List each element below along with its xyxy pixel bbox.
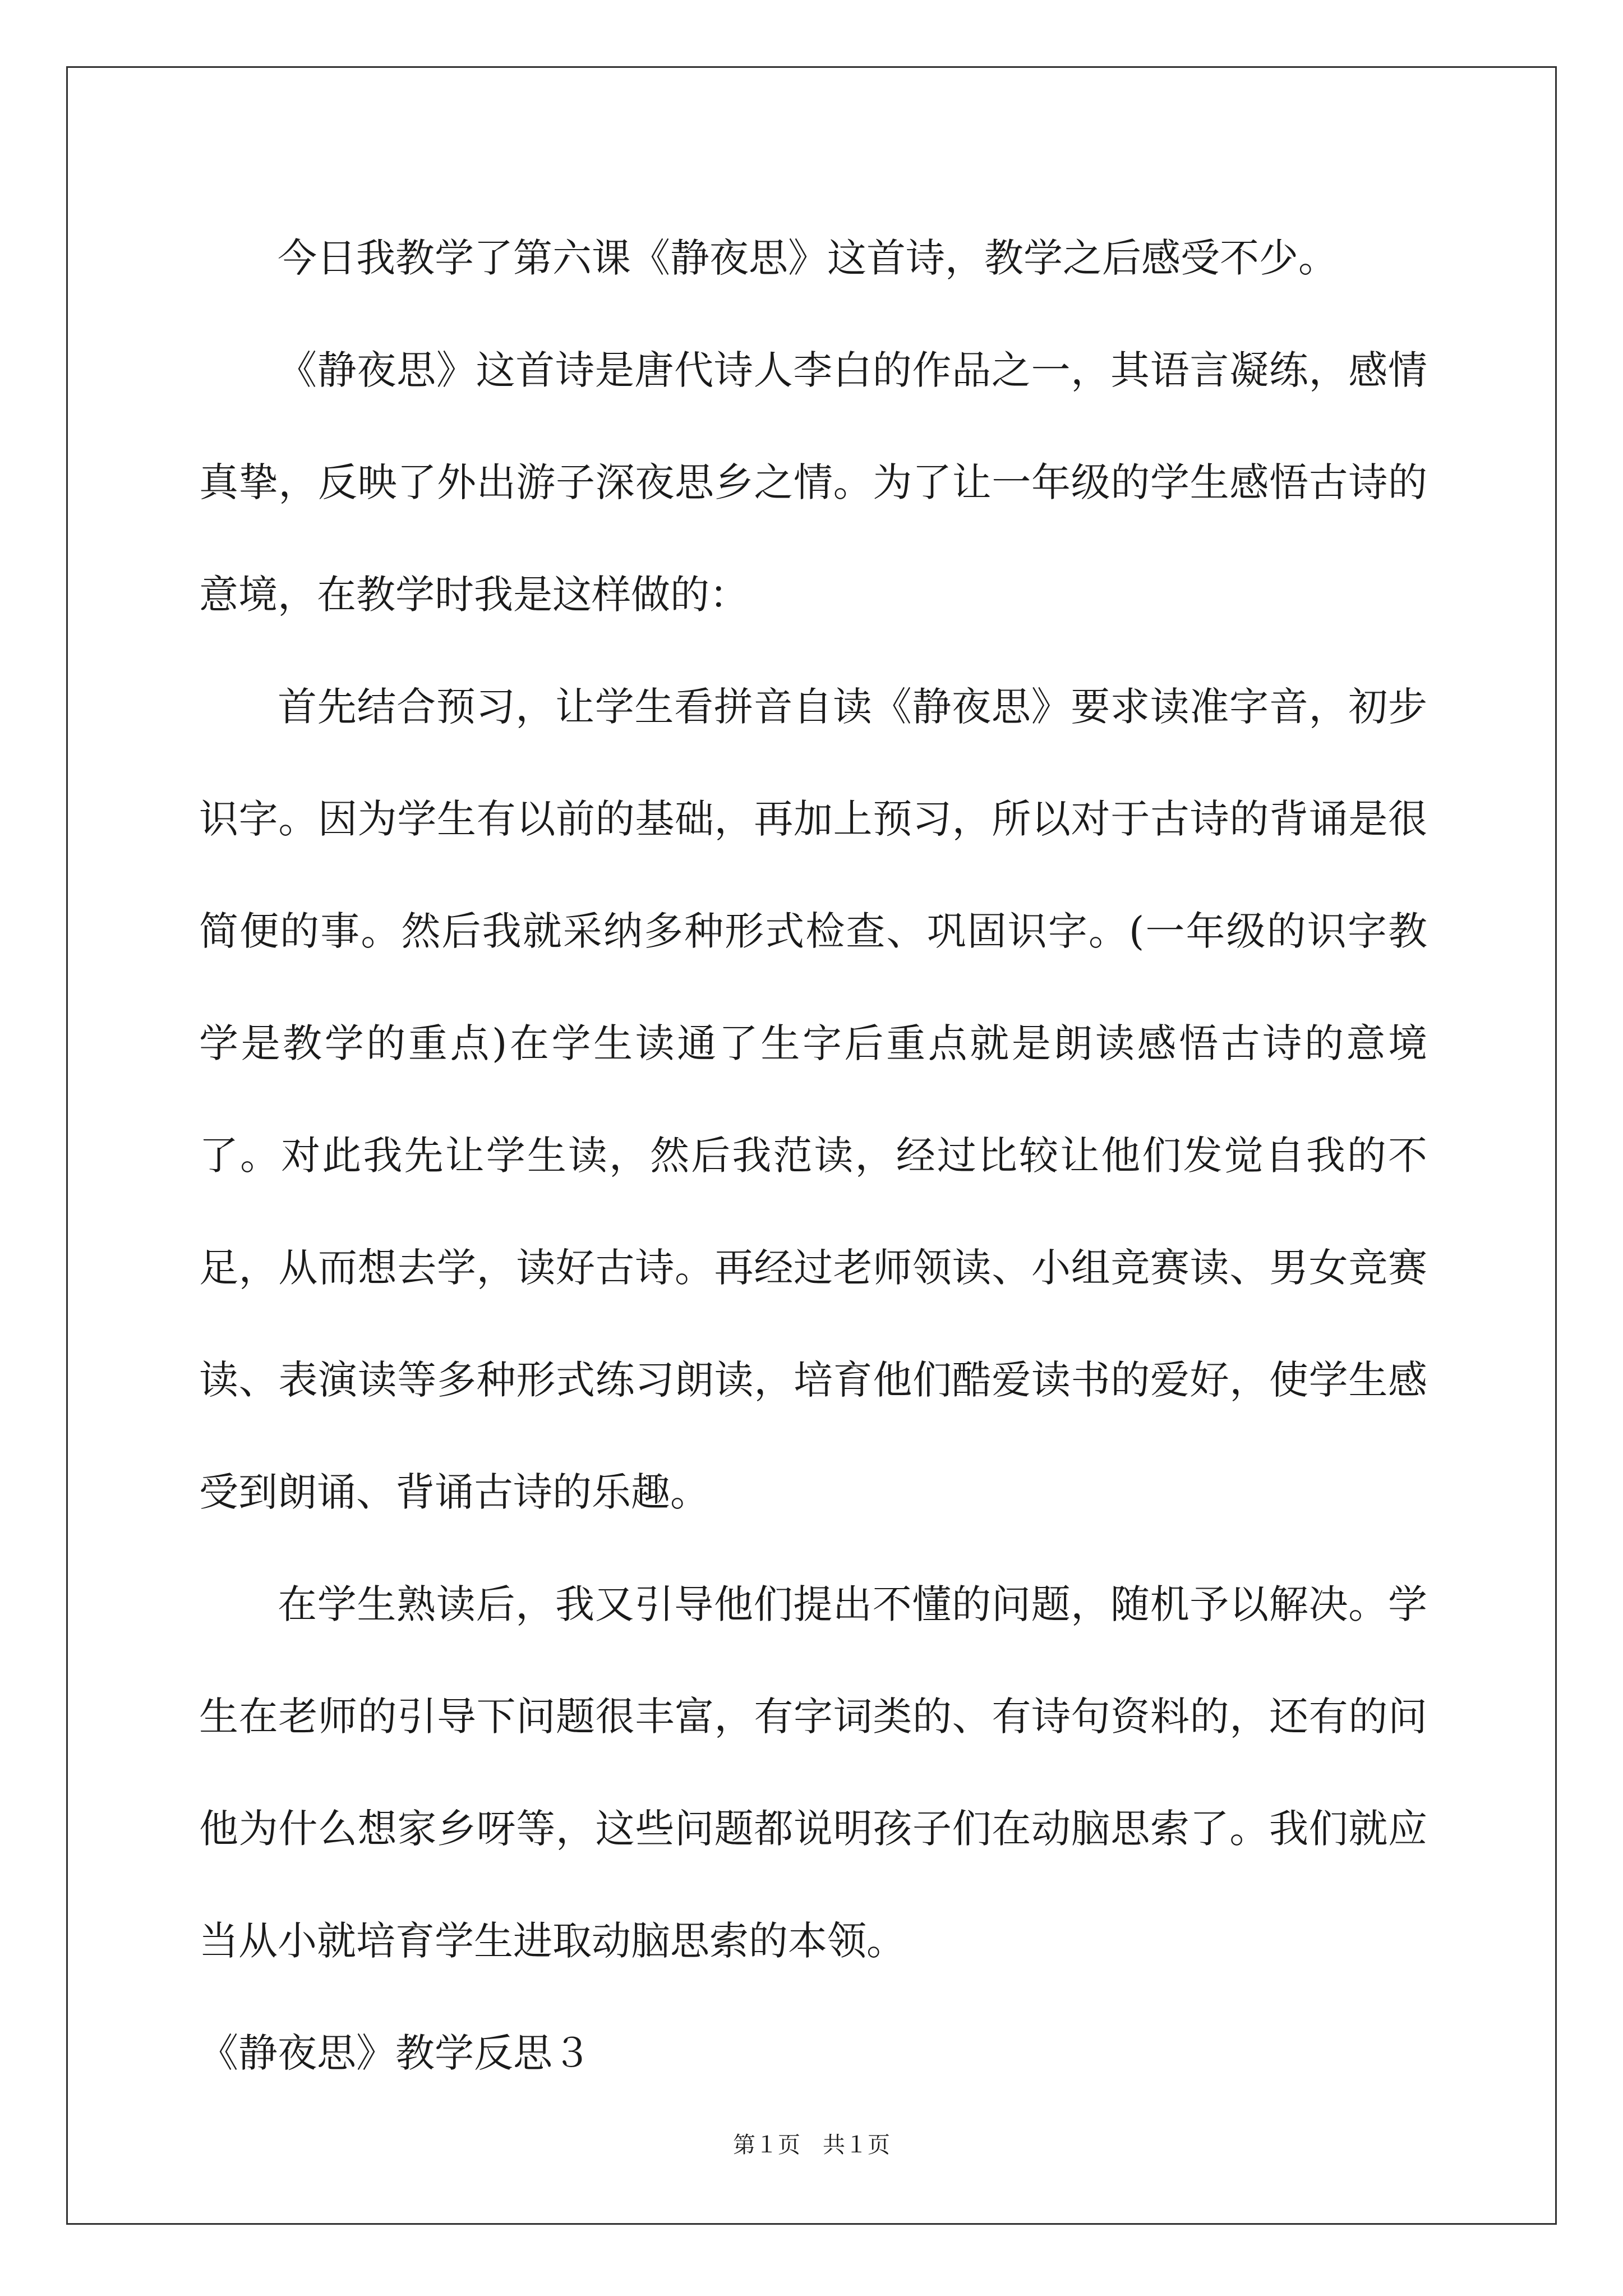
section-heading: 《静夜思》教学反思３	[199, 2030, 592, 2076]
paragraph-poem-overview: 《静夜思》这首诗是唐代诗人李白的作品之一，其语言凝练，感情真挚，反映了外出游子深夜思乡之情。为了让一年级的学生感悟古诗的意境，在教学时我是这样做的：	[199, 347, 1427, 618]
paragraph-student-questions: 在学生熟读后，我又引导他们提出不懂的问题，随机予以解决。学生在老师的引导下问题很丰富，有字词类的、有诗句资料的，还有的问他为什么想家乡呀等，这些问题都说明孩子们在动脑思索了。我们就应当从小就培育学生进取动脑思索的本领。	[199, 1581, 1427, 1964]
page-number-footer: 第１页 共１页	[733, 2132, 890, 2158]
document-body	[199, 202, 1427, 2109]
paragraph-teaching-method: 首先结合预习，让学生看拼音自读《静夜思》要求读准字音，初步识字。因为学生有以前的基础，再加上预习，所以对于古诗的背诵是很简便的事。然后我就采纳多种形式检查、巩固识字。(一年级的识字教学是教学的重点)在学生读通了生字后重点就是朗读感悟古诗的意境了。对此我先让学生读，然后我范读，经过比较让他们发觉自我的不足，从而想去学，读好古诗。再经过老师领读、小组竞赛读、男女竞赛读、表演读等多种形式练习朗读，培育他们酷爱读书的爱好，使学生感受到朗诵、背诵古诗的乐趣。	[199, 684, 1427, 1515]
paragraph-intro: 今日我教学了第六课《静夜思》这首诗，教学之后感受不少。	[278, 235, 1338, 281]
